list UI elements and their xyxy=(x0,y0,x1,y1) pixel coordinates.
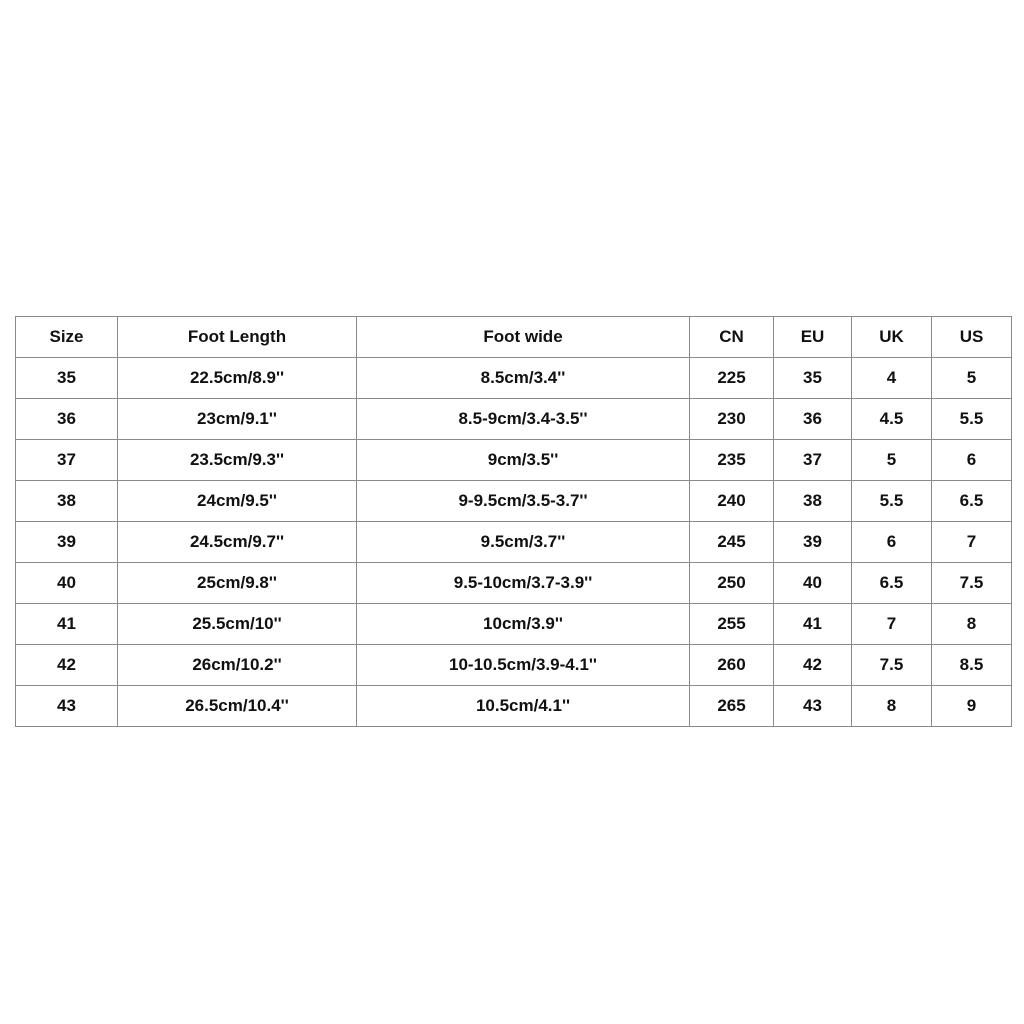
table-row xyxy=(16,686,1012,727)
cell-size: 37 xyxy=(16,440,118,481)
cell-uk: 6 xyxy=(852,522,932,563)
header-foot-wide: Foot wide xyxy=(357,317,690,358)
cell-size: 40 xyxy=(16,563,118,604)
cell-eu: 37 xyxy=(774,440,852,481)
header-size: Size xyxy=(16,317,118,358)
header-us: US xyxy=(932,317,1012,358)
cell-cn: 240 xyxy=(690,481,774,522)
cell-cn: 245 xyxy=(690,522,774,563)
header-uk: UK xyxy=(852,317,932,358)
cell-uk: 7.5 xyxy=(852,645,932,686)
cell-us: 9 xyxy=(932,686,1012,727)
header-eu: EU xyxy=(774,317,852,358)
cell-cn: 260 xyxy=(690,645,774,686)
cell-uk: 4.5 xyxy=(852,399,932,440)
cell-size: 42 xyxy=(16,645,118,686)
cell-size: 43 xyxy=(16,686,118,727)
cell-uk: 5 xyxy=(852,440,932,481)
cell-foot-wide: 10-10.5cm/3.9-4.1'' xyxy=(357,645,690,686)
cell-us: 6.5 xyxy=(932,481,1012,522)
cell-eu: 42 xyxy=(774,645,852,686)
cell-uk: 4 xyxy=(852,358,932,399)
table-row xyxy=(16,358,1012,399)
cell-foot-wide: 10cm/3.9'' xyxy=(357,604,690,645)
table-row xyxy=(16,645,1012,686)
cell-foot-wide: 9cm/3.5'' xyxy=(357,440,690,481)
cell-uk: 7 xyxy=(852,604,932,645)
cell-us: 7 xyxy=(932,522,1012,563)
cell-size: 36 xyxy=(16,399,118,440)
cell-size: 35 xyxy=(16,358,118,399)
table-row xyxy=(16,440,1012,481)
cell-foot-length: 23.5cm/9.3'' xyxy=(118,440,357,481)
cell-foot-wide: 9.5cm/3.7'' xyxy=(357,522,690,563)
cell-foot-length: 25.5cm/10'' xyxy=(118,604,357,645)
cell-us: 5 xyxy=(932,358,1012,399)
cell-uk: 5.5 xyxy=(852,481,932,522)
cell-us: 7.5 xyxy=(932,563,1012,604)
cell-cn: 230 xyxy=(690,399,774,440)
cell-foot-length: 26.5cm/10.4'' xyxy=(118,686,357,727)
cell-foot-length: 24cm/9.5'' xyxy=(118,481,357,522)
cell-cn: 225 xyxy=(690,358,774,399)
cell-size: 41 xyxy=(16,604,118,645)
table-row xyxy=(16,604,1012,645)
cell-us: 8.5 xyxy=(932,645,1012,686)
cell-eu: 40 xyxy=(774,563,852,604)
cell-foot-wide: 8.5cm/3.4'' xyxy=(357,358,690,399)
cell-eu: 43 xyxy=(774,686,852,727)
cell-foot-length: 22.5cm/8.9'' xyxy=(118,358,357,399)
cell-eu: 38 xyxy=(774,481,852,522)
cell-size: 38 xyxy=(16,481,118,522)
size-chart-table xyxy=(15,316,1012,727)
header-foot-length: Foot Length xyxy=(118,317,357,358)
cell-cn: 255 xyxy=(690,604,774,645)
table-row xyxy=(16,563,1012,604)
cell-eu: 36 xyxy=(774,399,852,440)
cell-us: 8 xyxy=(932,604,1012,645)
cell-us: 5.5 xyxy=(932,399,1012,440)
cell-eu: 41 xyxy=(774,604,852,645)
cell-foot-wide: 10.5cm/4.1'' xyxy=(357,686,690,727)
cell-uk: 8 xyxy=(852,686,932,727)
header-cn: CN xyxy=(690,317,774,358)
table-row xyxy=(16,399,1012,440)
cell-uk: 6.5 xyxy=(852,563,932,604)
cell-foot-length: 23cm/9.1'' xyxy=(118,399,357,440)
cell-foot-wide: 9-9.5cm/3.5-3.7'' xyxy=(357,481,690,522)
cell-foot-length: 24.5cm/9.7'' xyxy=(118,522,357,563)
header-row xyxy=(16,317,1012,358)
cell-foot-wide: 8.5-9cm/3.4-3.5'' xyxy=(357,399,690,440)
cell-foot-length: 26cm/10.2'' xyxy=(118,645,357,686)
cell-foot-wide: 9.5-10cm/3.7-3.9'' xyxy=(357,563,690,604)
cell-eu: 39 xyxy=(774,522,852,563)
cell-cn: 265 xyxy=(690,686,774,727)
cell-cn: 250 xyxy=(690,563,774,604)
cell-size: 39 xyxy=(16,522,118,563)
cell-cn: 235 xyxy=(690,440,774,481)
table-row xyxy=(16,481,1012,522)
cell-foot-length: 25cm/9.8'' xyxy=(118,563,357,604)
table-row xyxy=(16,522,1012,563)
cell-us: 6 xyxy=(932,440,1012,481)
cell-eu: 35 xyxy=(774,358,852,399)
